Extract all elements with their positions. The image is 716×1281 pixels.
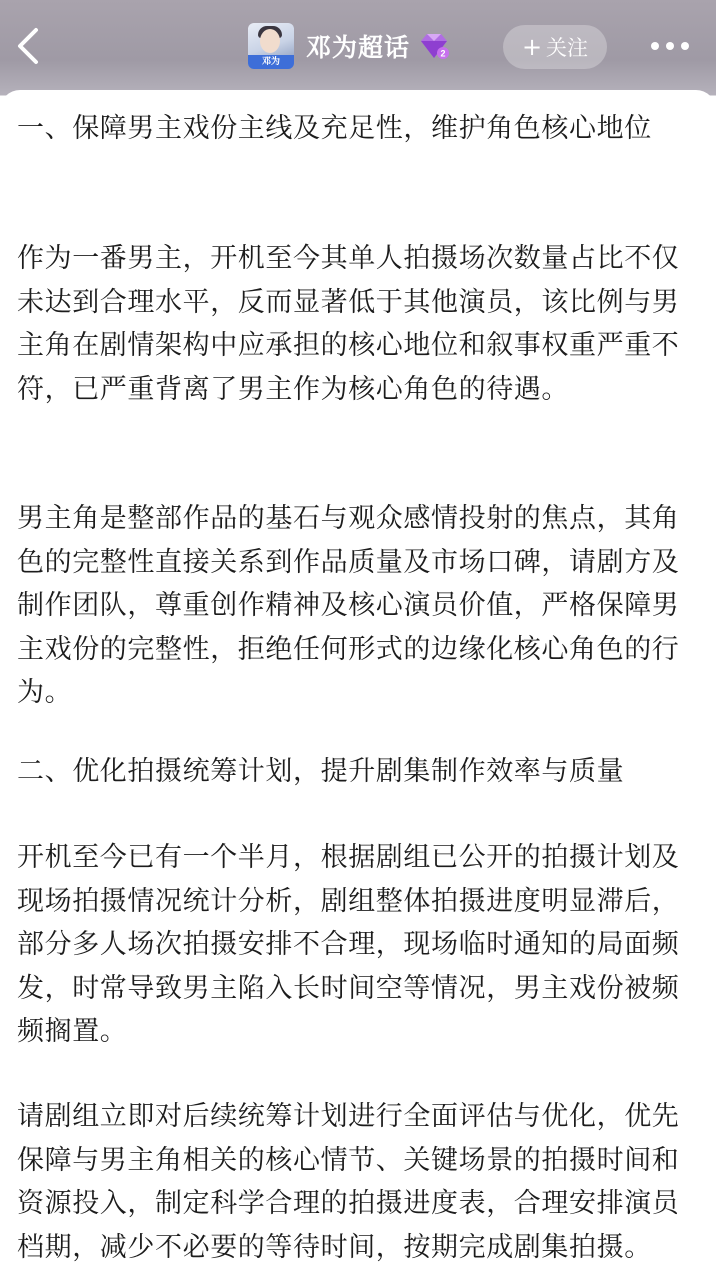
supertopic-title-group[interactable]: [248, 22, 450, 70]
post-paragraph: 请剧组立即对后续统筹计划进行全面评估与优化，优先保障与男主角相关的核心情节、关键场景的拍摄时间和资源投入，制定科学合理的拍摄进度表，合理安排演员档期，减少不必要的等待时间，按期完成剧集拍摄。: [17, 1101, 680, 1263]
page-title: 邓为超话: [306, 33, 411, 62]
plus-icon: +: [521, 33, 543, 61]
more-dot-icon: [666, 42, 674, 50]
post-heading-1: 一、保障男主戏份主线及充足性，维护角色核心地位: [17, 113, 652, 144]
follow-label: 关注: [546, 36, 589, 60]
avatar-face: [260, 29, 280, 53]
post-paragraph: 开机至今已有一个半月，根据剧组已公开的拍摄计划及现场拍摄情况统计分析，剧组整体拍摄进度明显滞后，部分多人场次拍摄安排不合理，现场临时通知的局面频发，时常导致男主陷入长时间空等情况，男主戏份被频频搁置。: [17, 842, 680, 1047]
post-content: [0, 90, 716, 1281]
follow-button[interactable]: [503, 25, 607, 69]
post-paragraph: 男主角是整部作品的基石与观众感情投射的焦点，其角色的完整性直接关系到作品质量及市场口碑，请剧方及制作团队，尊重创作精神及核心演员价值，严格保障男主戏份的完整性，拒绝任何形式的边缘化核心角色的行为。: [17, 503, 680, 708]
more-options-button[interactable]: [645, 30, 695, 62]
top-nav-bar: [0, 0, 716, 92]
more-dot-icon: [651, 42, 659, 50]
purple-diamond-icon: [418, 32, 450, 60]
avatar[interactable]: [248, 23, 294, 69]
chevron-left-icon: [15, 26, 41, 66]
badge-level: 2: [440, 48, 446, 59]
post-paragraph: 作为一番男主，开机至今其单人拍摄场次数量占比不仅未达到合理水平，反而显著低于其他演员，该比例与男主角在剧情架构中应承担的核心地位和叙事权重严重不符，已严重背离了男主作为核心角色的待遇。: [17, 243, 680, 405]
more-dot-icon: [681, 42, 689, 50]
back-button[interactable]: [8, 24, 48, 68]
avatar-tag: 邓为: [248, 55, 294, 69]
post-heading-2: 二、优化拍摄统筹计划，提升剧集制作效率与质量: [17, 756, 625, 787]
